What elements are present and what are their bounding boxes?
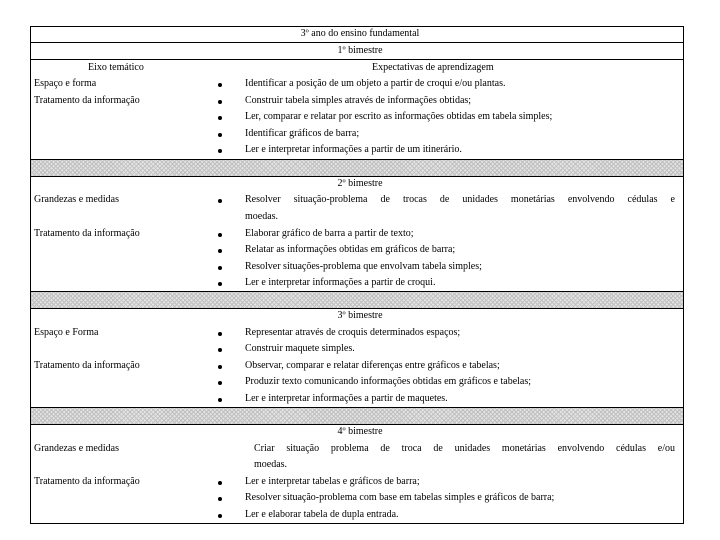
list-item: Ler e interpretar tabelas e gráficos de barra; [245, 476, 420, 487]
expectativas-header: Expectativas de aprendizagem [372, 62, 494, 73]
eixo-label: Tratamento da informação [34, 228, 140, 239]
list-item: Resolver situações-problema que envolvam tabela simples; [245, 261, 482, 272]
bullet-icon [218, 199, 222, 203]
bullet-icon [218, 249, 222, 253]
bullet-icon [218, 116, 222, 120]
list-item: Ler e interpretar informações a partir de maquetes. [245, 393, 448, 404]
list-item: Produzir texto comunicando informações obtidas em gráficos e tabelas; [245, 376, 532, 387]
eixo-label: Espaço e forma [34, 78, 97, 89]
bullet-icon [218, 481, 222, 485]
list-item: Elaborar gráfico de barra a partir de texto; [245, 228, 414, 239]
list-item: Relatar as informações obtidas em gráficos de barra; [245, 244, 456, 255]
eixo-header: Eixo temático [88, 62, 144, 73]
bullet-icon [218, 133, 222, 137]
bullet-icon [218, 282, 222, 286]
eixo-label: Tratamento da informação [34, 476, 140, 487]
list-item: Ler e elaborar tabela de dupla entrada. [245, 509, 399, 520]
list-item: Resolver situação-problema de trocas de unidades monetárias envolvendo cédulas e [245, 194, 675, 205]
bullet-icon [218, 365, 222, 369]
bimestre-2-heading: 2º bimestre [337, 178, 383, 189]
section-separator [31, 408, 683, 424]
bullet-icon [218, 233, 222, 237]
list-item: Ler e interpretar informações a partir de um itinerário. [245, 144, 462, 155]
eixo-label: Tratamento da informação [34, 95, 140, 106]
list-item-continuation: moedas. [245, 211, 279, 222]
bullet-icon [218, 497, 222, 501]
bullet-icon [218, 348, 222, 352]
bullet-icon [218, 381, 222, 385]
bullet-icon [218, 149, 222, 153]
eixo-label: Grandezas e medidas [34, 443, 119, 454]
list-item: Criar situação problema de troca de unidades monetárias envolvendo cédulas e/ou [254, 443, 675, 454]
page-title: 3º ano do ensino fundamental [300, 28, 420, 39]
section-separator [31, 292, 683, 308]
list-item: Representar através de croquis determinados espaços; [245, 327, 461, 338]
eixo-label: Grandezas e medidas [34, 194, 119, 205]
table-border-right [683, 26, 684, 524]
section-separator [31, 160, 683, 176]
bullet-icon [218, 83, 222, 87]
bullet-icon [218, 266, 222, 270]
bullet-icon [218, 398, 222, 402]
eixo-label: Espaço e Forma [34, 327, 99, 338]
bimestre-1-heading: 1º bimestre [337, 45, 383, 56]
bullet-icon [218, 100, 222, 104]
bimestre-3-heading: 3º bimestre [337, 310, 383, 321]
list-item: Resolver situação-problema com base em tabelas simples e gráficos de barra; [245, 492, 555, 503]
list-item: Construir maquete simples. [245, 343, 355, 354]
bimestre-4-heading: 4º bimestre [337, 426, 383, 437]
list-item: Identificar gráficos de barra; [245, 128, 360, 139]
list-item-continuation: moedas. [254, 459, 288, 470]
list-item: Ler, comparar e relatar por escrito as informações obtidas em tabela simples; [245, 111, 553, 122]
list-item: Construir tabela simples através de informações obtidas; [245, 95, 472, 106]
bullet-icon [218, 514, 222, 518]
bullet-icon [218, 332, 222, 336]
eixo-label: Tratamento da informação [34, 360, 140, 371]
list-item: Observar, comparar e relatar diferenças entre gráficos e tabelas; [245, 360, 500, 371]
list-item: Ler e interpretar informações a partir de croqui. [245, 277, 436, 288]
table-border-left [30, 26, 31, 524]
list-item: Identificar a posição de um objeto a partir de croqui e/ou plantas. [245, 78, 506, 89]
